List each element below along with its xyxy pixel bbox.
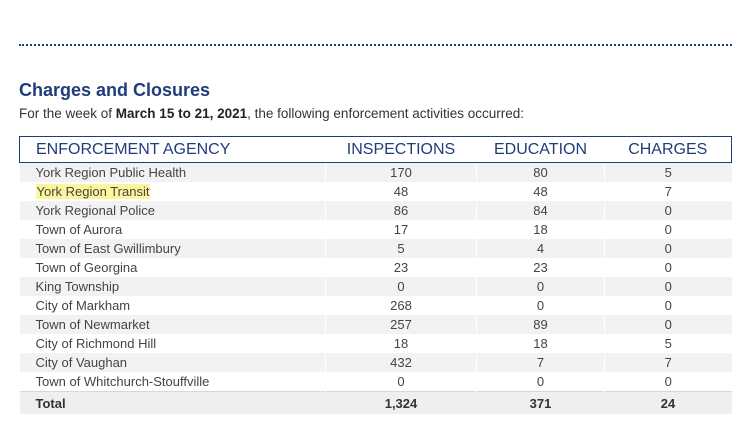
education-cell: 48 bbox=[477, 182, 605, 201]
agency-name: Town of Whitchurch-Stouffville bbox=[35, 374, 210, 389]
inspections-cell: 5 bbox=[326, 239, 477, 258]
inspections-cell: 257 bbox=[326, 315, 477, 334]
education-cell: 0 bbox=[477, 296, 605, 315]
inspections-cell: 17 bbox=[326, 220, 477, 239]
section-title: Charges and Closures bbox=[19, 80, 211, 100]
table-row bbox=[20, 334, 732, 353]
agency-cell bbox=[20, 258, 326, 277]
agency-name: York Region Public Health bbox=[35, 165, 187, 180]
table-row bbox=[20, 163, 732, 183]
table-footer bbox=[20, 392, 732, 415]
agency-cell bbox=[20, 163, 326, 183]
education-cell: 18 bbox=[477, 220, 605, 239]
intro-after: , the following enforcement activities occurred: bbox=[247, 106, 525, 121]
table-row bbox=[20, 296, 732, 315]
table-header bbox=[20, 137, 732, 163]
total-charges: 24 bbox=[605, 392, 732, 415]
agency-name: King Township bbox=[35, 279, 120, 294]
table-row bbox=[20, 372, 732, 392]
inspections-cell: 268 bbox=[326, 296, 477, 315]
table-row bbox=[20, 239, 732, 258]
total-label: Total bbox=[20, 392, 326, 415]
table-row bbox=[20, 277, 732, 296]
charges-cell: 0 bbox=[605, 372, 732, 392]
charges-cell: 7 bbox=[605, 353, 732, 372]
agency-cell bbox=[20, 239, 326, 258]
agency-name: City of Richmond Hill bbox=[35, 336, 157, 351]
total-education: 371 bbox=[477, 392, 605, 415]
charges-cell: 0 bbox=[605, 258, 732, 277]
education-cell: 89 bbox=[477, 315, 605, 334]
education-cell: 80 bbox=[477, 163, 605, 183]
table-row bbox=[20, 315, 732, 334]
agency-name: York Regional Police bbox=[35, 203, 155, 218]
inspections-cell: 86 bbox=[326, 201, 477, 220]
intro-date: March 15 to 21, 2021 bbox=[115, 106, 248, 121]
education-cell: 0 bbox=[477, 277, 605, 296]
dotted-divider bbox=[19, 44, 732, 46]
header-agency: ENFORCEMENT AGENCY bbox=[20, 137, 326, 163]
agency-name: Town of East Gwillimbury bbox=[35, 241, 181, 256]
header-charges: CHARGES bbox=[605, 137, 732, 163]
intro-text bbox=[19, 106, 524, 121]
education-cell: 7 bbox=[477, 353, 605, 372]
agency-name: Town of Georgina bbox=[35, 260, 138, 275]
education-cell: 23 bbox=[477, 258, 605, 277]
agency-name: York Region Transit bbox=[36, 184, 150, 199]
total-row bbox=[20, 392, 732, 415]
charges-cell: 0 bbox=[605, 315, 732, 334]
enforcement-table bbox=[19, 136, 732, 414]
charges-cell: 0 bbox=[605, 239, 732, 258]
table-row bbox=[20, 201, 732, 220]
agency-name: City of Markham bbox=[35, 298, 131, 313]
intro-before: For the week of bbox=[19, 106, 116, 121]
table-row bbox=[20, 182, 732, 201]
agency-cell bbox=[20, 201, 326, 220]
inspections-cell: 432 bbox=[326, 353, 477, 372]
education-cell: 84 bbox=[477, 201, 605, 220]
total-inspections: 1,324 bbox=[326, 392, 477, 415]
table-row bbox=[20, 353, 732, 372]
agency-name: Town of Aurora bbox=[35, 222, 123, 237]
table-row bbox=[20, 220, 732, 239]
charges-cell: 0 bbox=[605, 201, 732, 220]
inspections-cell: 170 bbox=[326, 163, 477, 183]
enforcement-table-wrapper bbox=[19, 136, 731, 414]
charges-cell: 0 bbox=[605, 220, 732, 239]
charges-cell: 7 bbox=[605, 182, 732, 201]
agency-cell bbox=[20, 220, 326, 239]
charges-cell: 0 bbox=[605, 296, 732, 315]
header-row bbox=[20, 137, 732, 163]
header-inspections: INSPECTIONS bbox=[326, 137, 477, 163]
education-cell: 4 bbox=[477, 239, 605, 258]
agency-cell bbox=[20, 182, 326, 201]
table-body bbox=[20, 163, 732, 392]
agency-cell bbox=[20, 315, 326, 334]
agency-cell bbox=[20, 372, 326, 392]
agency-name: Town of Newmarket bbox=[35, 317, 150, 332]
agency-name: City of Vaughan bbox=[35, 355, 128, 370]
education-cell: 18 bbox=[477, 334, 605, 353]
charges-cell: 5 bbox=[605, 334, 732, 353]
header-education: EDUCATION bbox=[477, 137, 605, 163]
inspections-cell: 23 bbox=[326, 258, 477, 277]
education-cell: 0 bbox=[477, 372, 605, 392]
charges-cell: 0 bbox=[605, 277, 732, 296]
inspections-cell: 48 bbox=[326, 182, 477, 201]
agency-cell bbox=[20, 277, 326, 296]
agency-cell bbox=[20, 334, 326, 353]
table-row bbox=[20, 258, 732, 277]
inspections-cell: 18 bbox=[326, 334, 477, 353]
charges-cell: 5 bbox=[605, 163, 732, 183]
inspections-cell: 0 bbox=[326, 277, 477, 296]
agency-cell bbox=[20, 296, 326, 315]
agency-cell bbox=[20, 353, 326, 372]
inspections-cell: 0 bbox=[326, 372, 477, 392]
